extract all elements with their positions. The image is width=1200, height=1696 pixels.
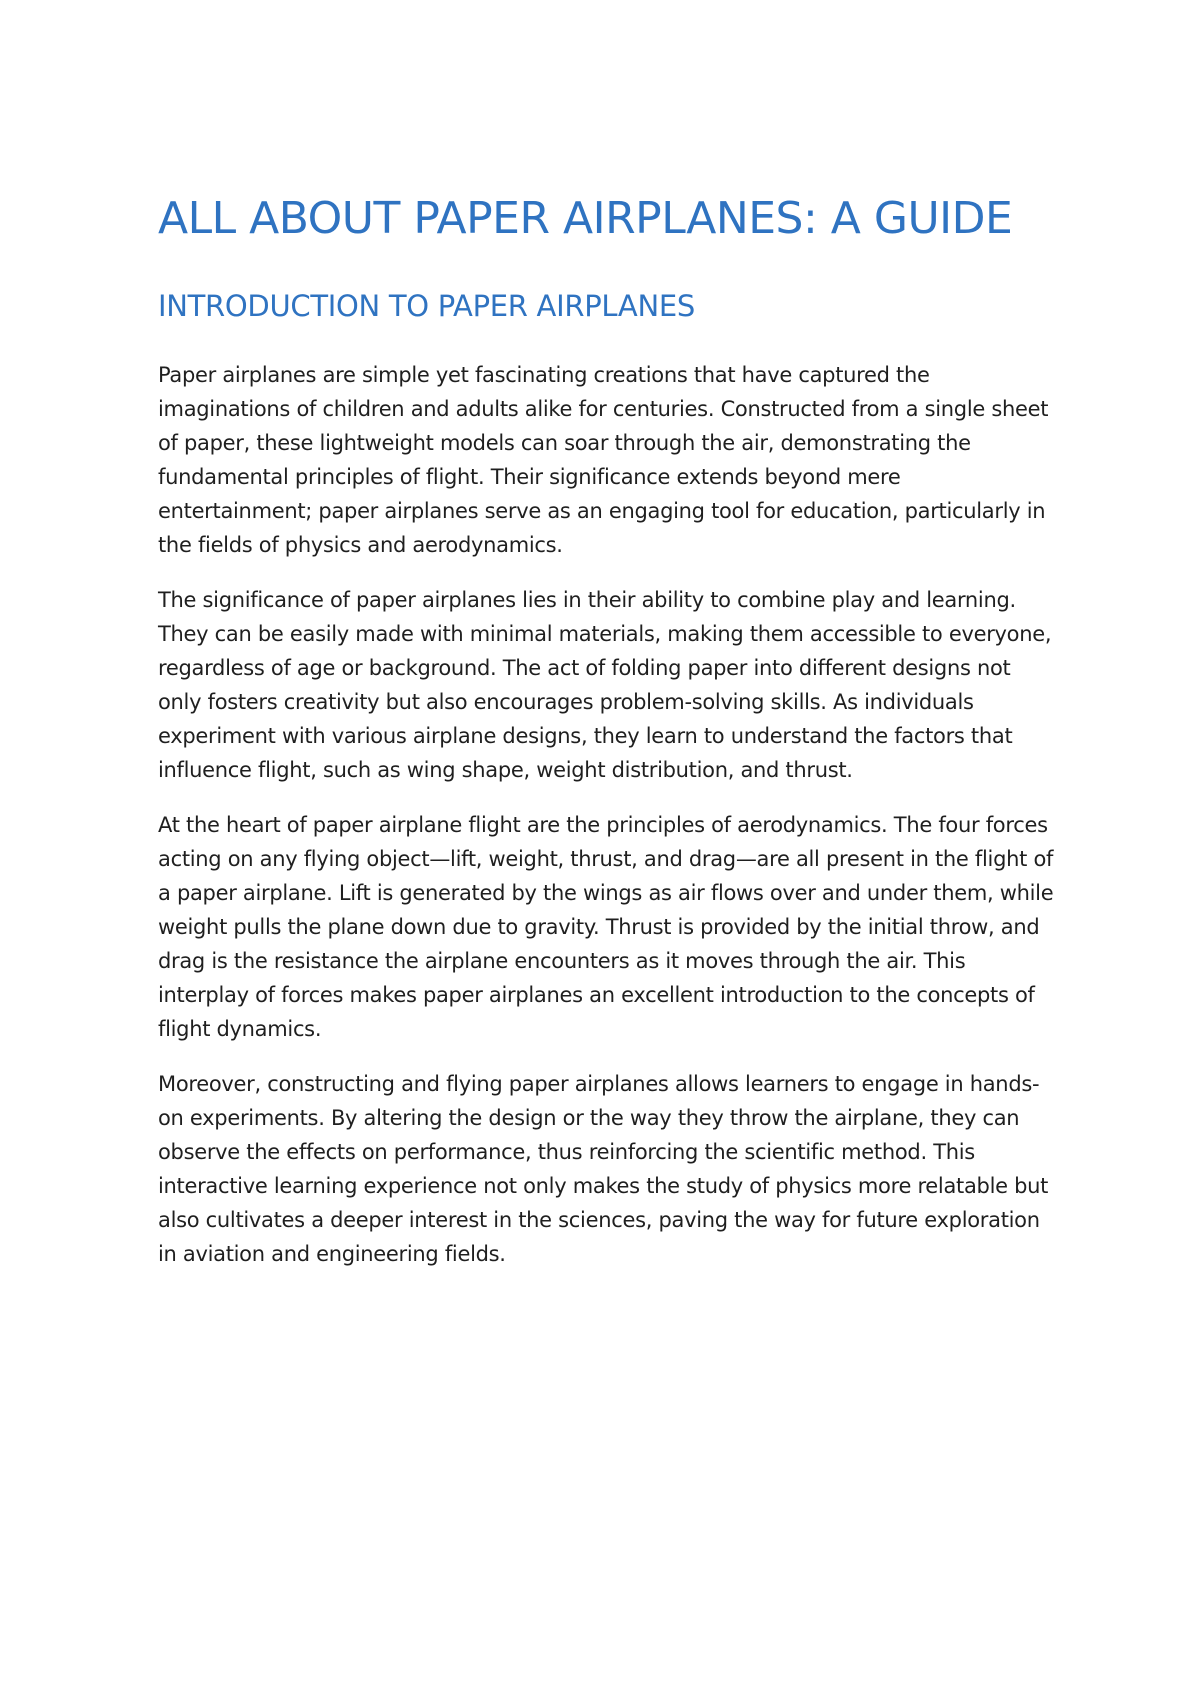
document-title: ALL ABOUT PAPER AIRPLANES: A GUIDE [158, 193, 1013, 244]
section-heading: INTRODUCTION TO PAPER AIRPLANES [158, 289, 695, 323]
body-paragraph: Moreover, constructing and flying paper airplanes allows learners to engage in hands-on experiments. By altering the design or the way they throw the airplane, they can observe the effects on performance, thus reinforcing the scientific method. This interactive learning experience not only makes the study of physics more relatable but also cultivates a deeper interest in the sciences, paving the way for future exploration in aviation and engineering fields. [158, 1072, 1049, 1266]
document-content [158, 186, 1058, 1271]
body-paragraph: Paper airplanes are simple yet fascinating creations that have captured the imaginations of children and adults alike for centuries. Constructed from a single sheet of paper, these lightweight models can soar through the air, demonstrating the fundamental principles of flight. Their significance extends beyond mere entertainment; paper airplanes serve as an engaging tool for education, particularly in the fields of physics and aerodynamics. [158, 363, 1049, 557]
body-paragraph: At the heart of paper airplane flight are the principles of aerodynamics. The four forces acting on any flying object—lift, weight, thrust, and drag—are all present in the flight of a paper airplane. Lift is generated by the wings as air flows over and under them, while weight pulls the plane down due to gravity. Thrust is provided by the initial throw, and drag is the resistance the airplane encounters as it moves through the air. This interplay of forces makes paper airplanes an excellent introduction to the concepts of flight dynamics. [158, 813, 1054, 1041]
body-paragraph: The significance of paper airplanes lies in their ability to combine play and learning. They can be easily made with minimal materials, making them accessible to everyone, regardless of age or background. The act of folding paper into different designs not only fosters creativity but also encourages problem-solving skills. As individuals experiment with various airplane designs, they learn to understand the factors that influence flight, such as wing shape, weight distribution, and thrust. [158, 588, 1052, 782]
